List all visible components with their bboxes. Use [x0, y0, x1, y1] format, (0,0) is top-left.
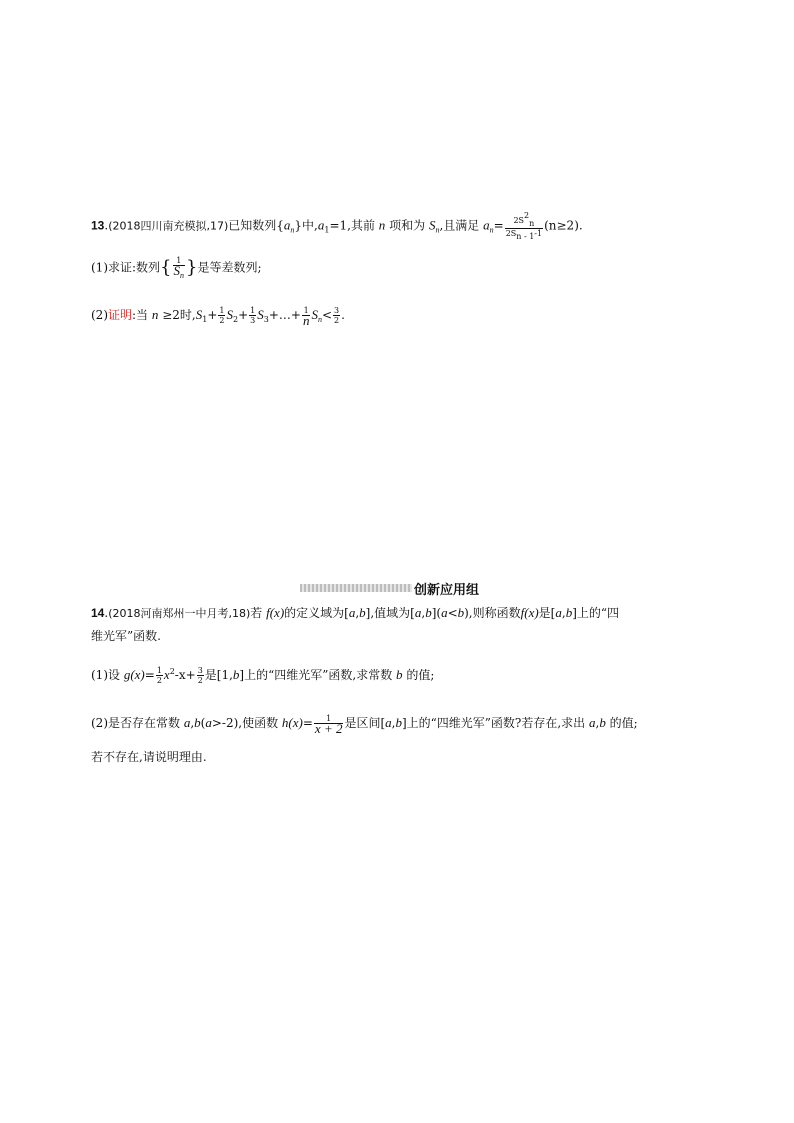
section-heading: [300, 580, 479, 596]
q13-number: 13: [91, 218, 105, 233]
q14-part1: (1)设 g(x)= $\frac{1}{2}$ $x^2-x+$ $\frac{3}{2}$ 是[1,b]上的“四维光军”函数,求常数 b 的值;: [91, 666, 435, 685]
q14-number: 14: [91, 606, 105, 620]
q14-part2-line2: 若不存在,请说明理由.: [91, 750, 207, 764]
proof-label: 证明: [108, 308, 133, 322]
q14-stem-line2: 维光军”函数.: [91, 629, 161, 643]
q13-source: (2018四川南充模拟,17): [108, 219, 229, 233]
q14-stem-line1: 14.(2018河南郑州一中月考,18)若 f(x)的定义域为[a,b],值域为[a,b](a<b),则称函数f(x)是[a,b]上的“四: [91, 605, 620, 620]
q13-part1: (1)求证:数列{ $\frac{1}{Sn}$ }是等差数列;: [91, 256, 262, 280]
section-divider-bar: [300, 584, 412, 592]
q13-part2: (2)证明:当 n ≥2时$,S_1+$ $\frac{1}{2}$ $S_2+$ $\frac{1}{3}$ $S_3+\dots+$ $\frac{1}{n}$ $S_n<$ $\frac{3}{2}$ .: [91, 306, 345, 328]
section-title: 创新应用组: [414, 582, 480, 598]
q14-source: (2018河南郑州一中月考,18): [108, 607, 251, 620]
q14-part2-line1: (2)是否存在常数 a,b(a>-2),使函数 h(x)= $\frac{1}{x + 2}$ 是区间[a,b]上的“四维光军”函数?若存在,求出 a,b 的值;: [91, 714, 638, 736]
q13-stem: 13.(2018四川南充模拟,17)已知数列$\{a_n\}$中$,a_1=1$,其前 n 项和为 $S_n$,且满足 $a_n=$ $\frac{2S2n}{2Sn - 1-1}$ (n≥2).: [91, 211, 583, 241]
q13-fraction: $\frac{2S2n}{2Sn - 1-1}$: [505, 211, 543, 241]
